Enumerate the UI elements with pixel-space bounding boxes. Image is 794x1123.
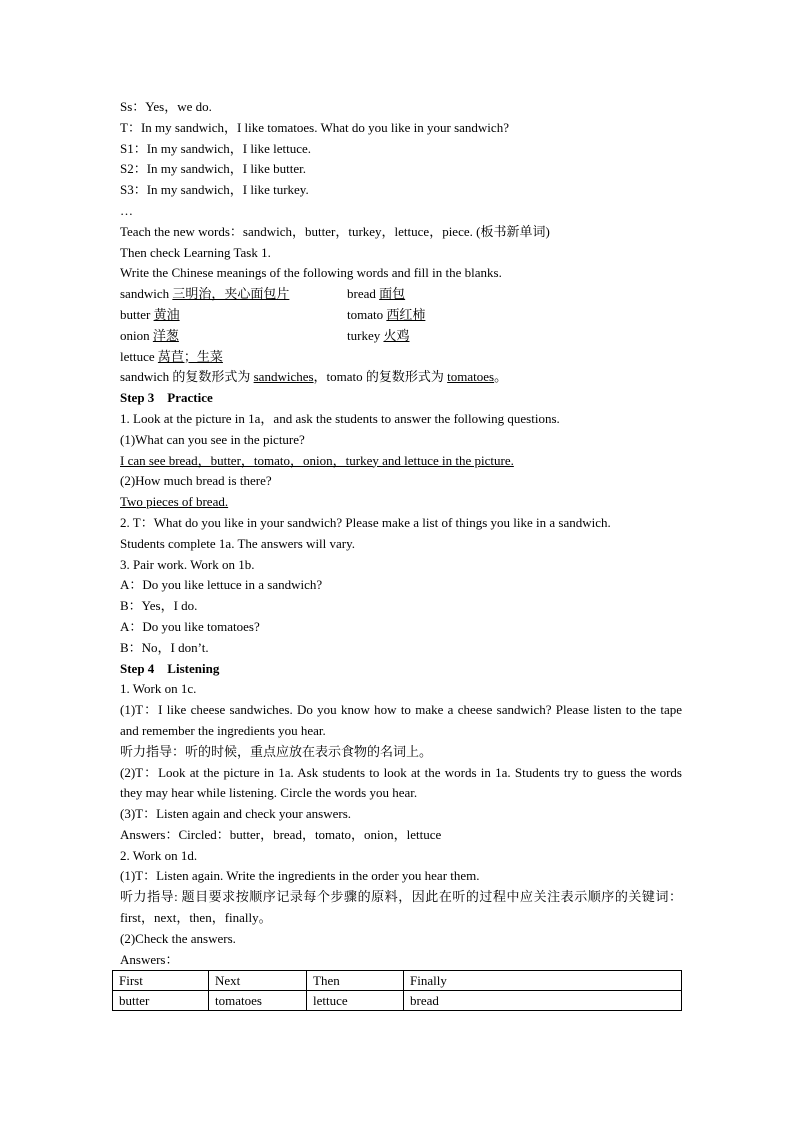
step4-p2: (1)T：I like cheese sandwiches. Do you know how to make a cheese sandwich? Please listen to the tape and remember the ingredients you hear.: [120, 702, 682, 738]
teach-words-line: Teach the new words：sandwich，butter，turkey，lettuce，piece. (板书新单词): [120, 223, 550, 239]
vocab-word: sandwich: [120, 286, 173, 302]
step4-p3: 听力指导：听的时候，重点应放在表示食物的名词上。: [120, 743, 433, 759]
vocab-word: butter: [120, 306, 154, 322]
step4-heading: Step 4 Listening: [120, 660, 220, 676]
plural-text: ，tomato 的复数形式为: [313, 369, 448, 385]
vocab-word: turkey: [347, 327, 384, 343]
step4-p6: Answers：Circled：butter，bread，tomato，onion，lettuce: [120, 826, 442, 842]
instruction-line: Write the Chinese meanings of the following words and fill in the blanks.: [120, 265, 502, 281]
table-row: [113, 991, 682, 1011]
vocab-word: tomato: [347, 306, 387, 322]
table-header-cell: Next: [209, 971, 307, 991]
dialog-line: S1：In my sandwich，I like lettuce.: [120, 140, 311, 156]
dialog-line: B：Yes，I do.: [120, 598, 198, 614]
table-header-row: [113, 971, 682, 991]
vocab-meaning: 西红柿: [386, 306, 426, 322]
step4-p7: 2. Work on 1d.: [120, 847, 198, 863]
step4-p5: (3)T：Listen again and check your answers.: [120, 806, 352, 822]
step3-q1a: (1)What can you see in the picture?: [120, 431, 305, 447]
step3-a1a: I can see bread，butter，tomato，onion，turkey and lettuce in the picture.: [120, 452, 514, 468]
vocab-row: [120, 347, 682, 368]
step4-p8: (1)T：Listen again. Write the ingredients in the order you hear them.: [120, 868, 480, 884]
step3-a1b: Two pieces of bread.: [120, 494, 229, 510]
vocab-word: lettuce: [120, 348, 158, 364]
table-cell: bread: [404, 991, 682, 1011]
dialog-line: T：In my sandwich，I like tomatoes. What do you like in your sandwich?: [120, 119, 509, 135]
vocab-meaning: 面包: [379, 286, 406, 302]
table-header-cell: Then: [307, 971, 404, 991]
plural-answer: sandwiches: [253, 369, 314, 385]
check-task-line: Then check Learning Task 1.: [120, 244, 271, 260]
dialog-line: S3：In my sandwich，I like turkey.: [120, 182, 309, 198]
table-header-cell: First: [113, 971, 209, 991]
step4-p11: Answers：: [120, 951, 179, 967]
dialog-line: B：No，I don’t.: [120, 639, 209, 655]
table-header-cell: Finally: [404, 971, 682, 991]
step3-heading: Step 3 Practice: [120, 390, 213, 406]
vocab-meaning: 火鸡: [383, 327, 410, 343]
plural-text: sandwich 的复数形式为: [120, 369, 254, 385]
plural-answer: tomatoes: [447, 369, 495, 385]
step4-p10: (2)Check the answers.: [120, 930, 236, 946]
vocab-meaning: 莴苣；生菜: [157, 348, 223, 364]
step4-p9: 听力指导: 题目要求按顺序记录每个步骤的原料，因此在听的过程中应关注表示顺序的关键词：first，next，then，finally。: [120, 889, 682, 926]
step4-p1: 1. Work on 1c.: [120, 681, 197, 697]
vocab-meaning: 洋葱: [152, 327, 179, 343]
table-cell: lettuce: [307, 991, 404, 1011]
document-page: [119, 97, 682, 1008]
plural-line: [120, 367, 682, 388]
step3-q3: 3. Pair work. Work on 1b.: [120, 556, 255, 572]
plural-text: 。: [494, 369, 508, 385]
step3-q2: 2. T：What do you like in your sandwich? Please make a list of things you like in a sandwich.: [120, 514, 611, 530]
vocab-word: bread: [347, 286, 380, 302]
step4-p4: (2)T：Look at the picture in 1a. Ask students to look at the words in 1a. Students try to guess the words they may hear while listening. Circle the words you hear.: [120, 764, 682, 801]
step3-q1b: (2)How much bread is there?: [120, 473, 272, 489]
dialog-line: A：Do you like tomatoes?: [120, 618, 260, 634]
step3-q2b: Students complete 1a. The answers will vary.: [120, 535, 356, 551]
vocab-row: [120, 305, 682, 326]
vocab-word: onion: [120, 327, 153, 343]
dialog-line: A：Do you like lettuce in a sandwich?: [120, 577, 323, 593]
vocab-meaning: 三明治，夹心面包片: [172, 286, 290, 302]
vocab-row: [120, 326, 682, 347]
vocab-meaning: 黄油: [153, 306, 180, 322]
step3-q1: 1. Look at the picture in 1a，and ask the students to answer the following questions.: [120, 410, 560, 426]
dialog-line: S2：In my sandwich，I like butter.: [120, 161, 306, 177]
table-cell: tomatoes: [209, 991, 307, 1011]
table-cell: butter: [113, 991, 209, 1011]
answer-table: [112, 970, 682, 1011]
dialog-line: Ss：Yes，we do.: [120, 99, 212, 114]
ellipsis-line: …: [120, 202, 133, 218]
vocab-row: [120, 284, 682, 305]
